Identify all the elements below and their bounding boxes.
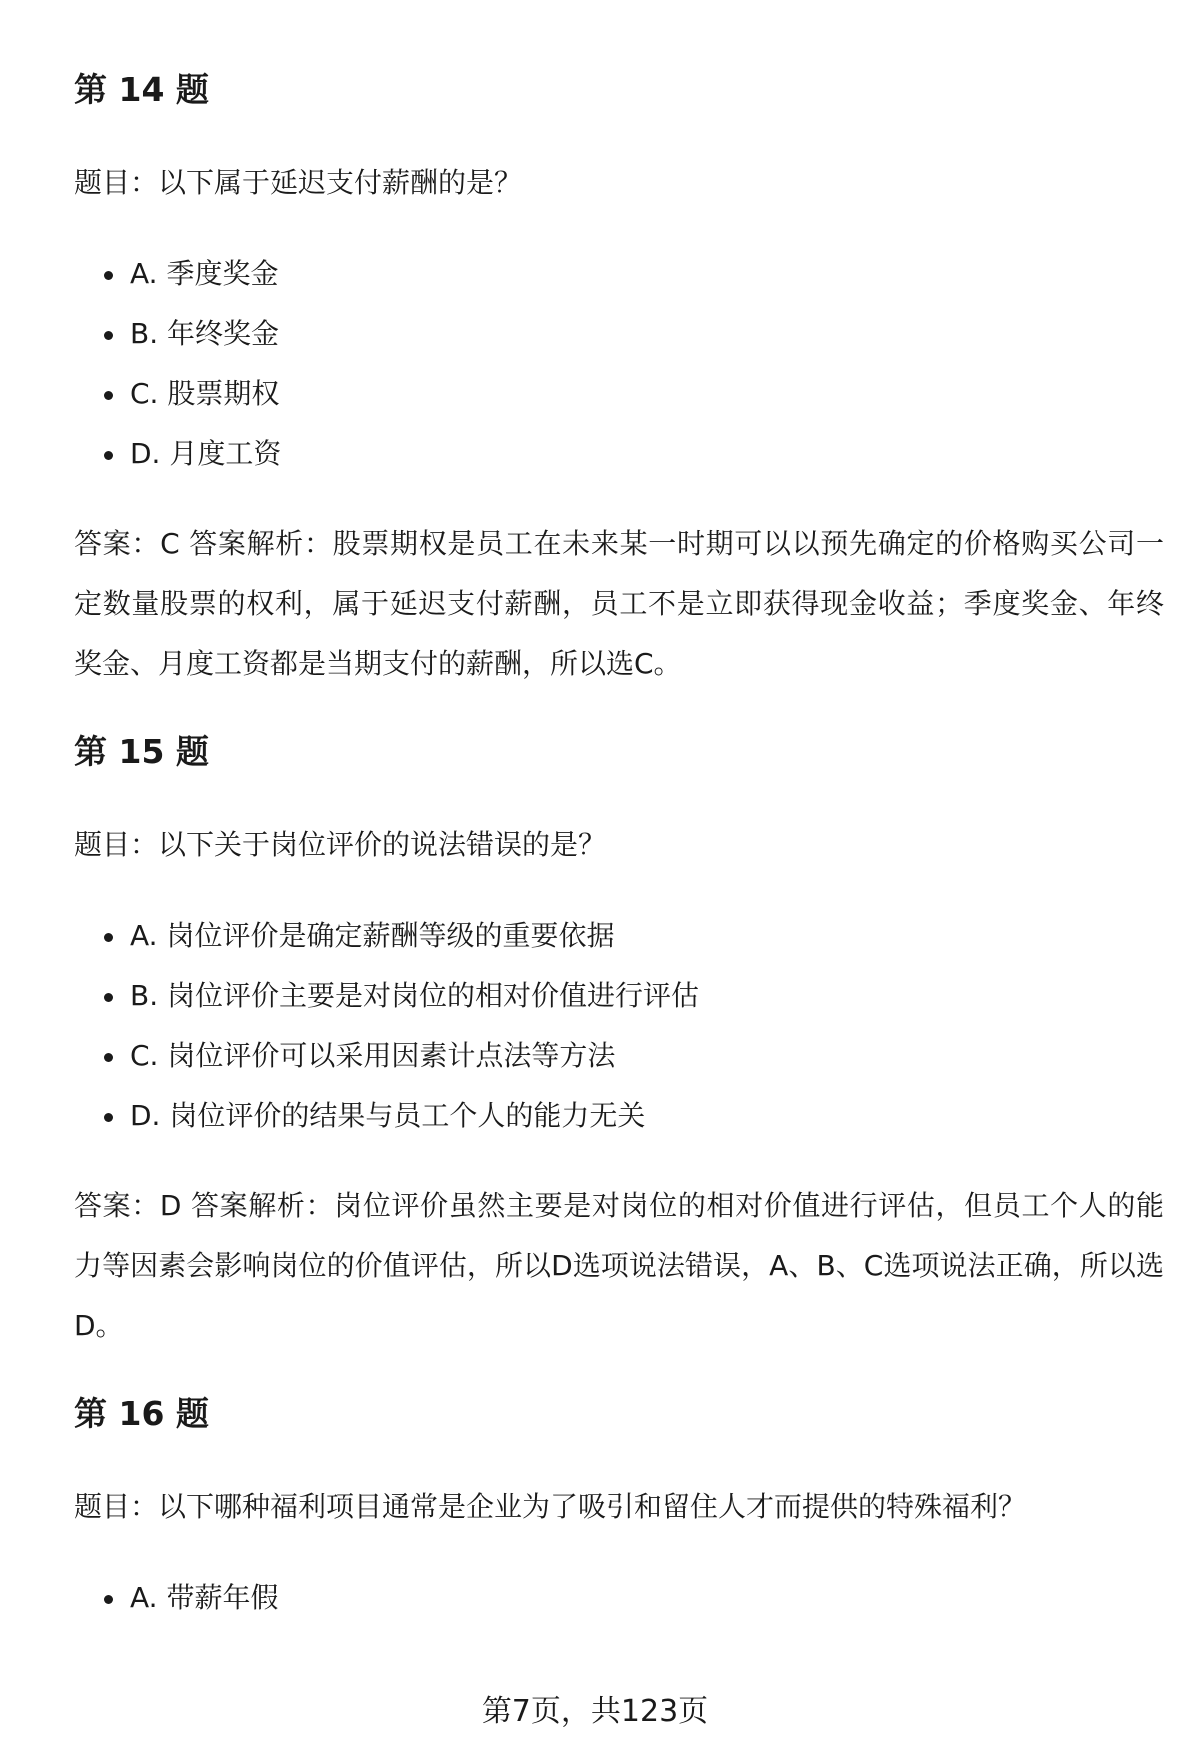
option-item [74, 1568, 1164, 1628]
bullet-icon [104, 933, 113, 942]
question-15 [74, 722, 1164, 1384]
option-text: D. 岗位评价的结果与员工个人的能力无关 [130, 1099, 646, 1132]
question-title: 第 15 题 [74, 732, 209, 771]
bullet-icon [104, 331, 113, 340]
question-stem: 题目：以下属于延迟支付薪酬的是？ [74, 166, 523, 199]
option-item [74, 364, 1164, 424]
option-item [74, 906, 1164, 966]
question-stem: 题目：以下关于岗位评价的说法错误的是？ [74, 828, 607, 861]
question-title: 第 14 题 [74, 70, 209, 109]
option-item [74, 1026, 1164, 1086]
options-list [74, 1568, 1164, 1628]
bullet-icon [104, 391, 113, 400]
option-item [74, 244, 1164, 304]
option-text: B. 年终奖金 [130, 317, 280, 350]
bullet-icon [104, 1595, 113, 1604]
option-text: C. 股票期权 [130, 377, 280, 410]
option-item [74, 966, 1164, 1026]
options-list [74, 244, 1164, 484]
bullet-icon [104, 993, 113, 1002]
bullet-icon [104, 1053, 113, 1062]
option-item [74, 304, 1164, 364]
answer-explanation: 答案：C 答案解析：股票期权是员工在未来某一时期可以以预先确定的价格购买公司一定数量股票的权利，属于延迟支付薪酬，员工不是立即获得现金收益；季度奖金、年终奖金、月度工资都是当期支付的薪酬，所以选C。 [74, 527, 1164, 680]
bullet-icon [104, 1113, 113, 1122]
option-text: D. 月度工资 [130, 437, 282, 470]
page-content [74, 60, 1164, 1628]
options-list [74, 906, 1164, 1146]
question-title: 第 16 题 [74, 1394, 209, 1433]
answer-explanation: 答案：D 答案解析：岗位评价虽然主要是对岗位的相对价值进行评估，但员工个人的能力等因素会影响岗位的价值评估，所以D选项说法错误，A、B、C选项说法正确，所以选D。 [74, 1189, 1164, 1342]
bullet-icon [104, 271, 113, 280]
question-stem: 题目：以下哪种福利项目通常是企业为了吸引和留住人才而提供的特殊福利？ [74, 1490, 1027, 1523]
page-number: 第7页，共123页 [481, 1694, 709, 1729]
option-item [74, 424, 1164, 484]
option-text: A. 带薪年假 [130, 1581, 279, 1614]
option-text: B. 岗位评价主要是对岗位的相对价值进行评估 [130, 979, 700, 1012]
question-16 [74, 1384, 1164, 1628]
question-14 [74, 60, 1164, 722]
option-text: A. 岗位评价是确定薪酬等级的重要依据 [130, 919, 615, 952]
option-text: A. 季度奖金 [130, 257, 279, 290]
bullet-icon [104, 451, 113, 460]
option-text: C. 岗位评价可以采用因素计点法等方法 [130, 1039, 616, 1072]
option-item [74, 1086, 1164, 1146]
